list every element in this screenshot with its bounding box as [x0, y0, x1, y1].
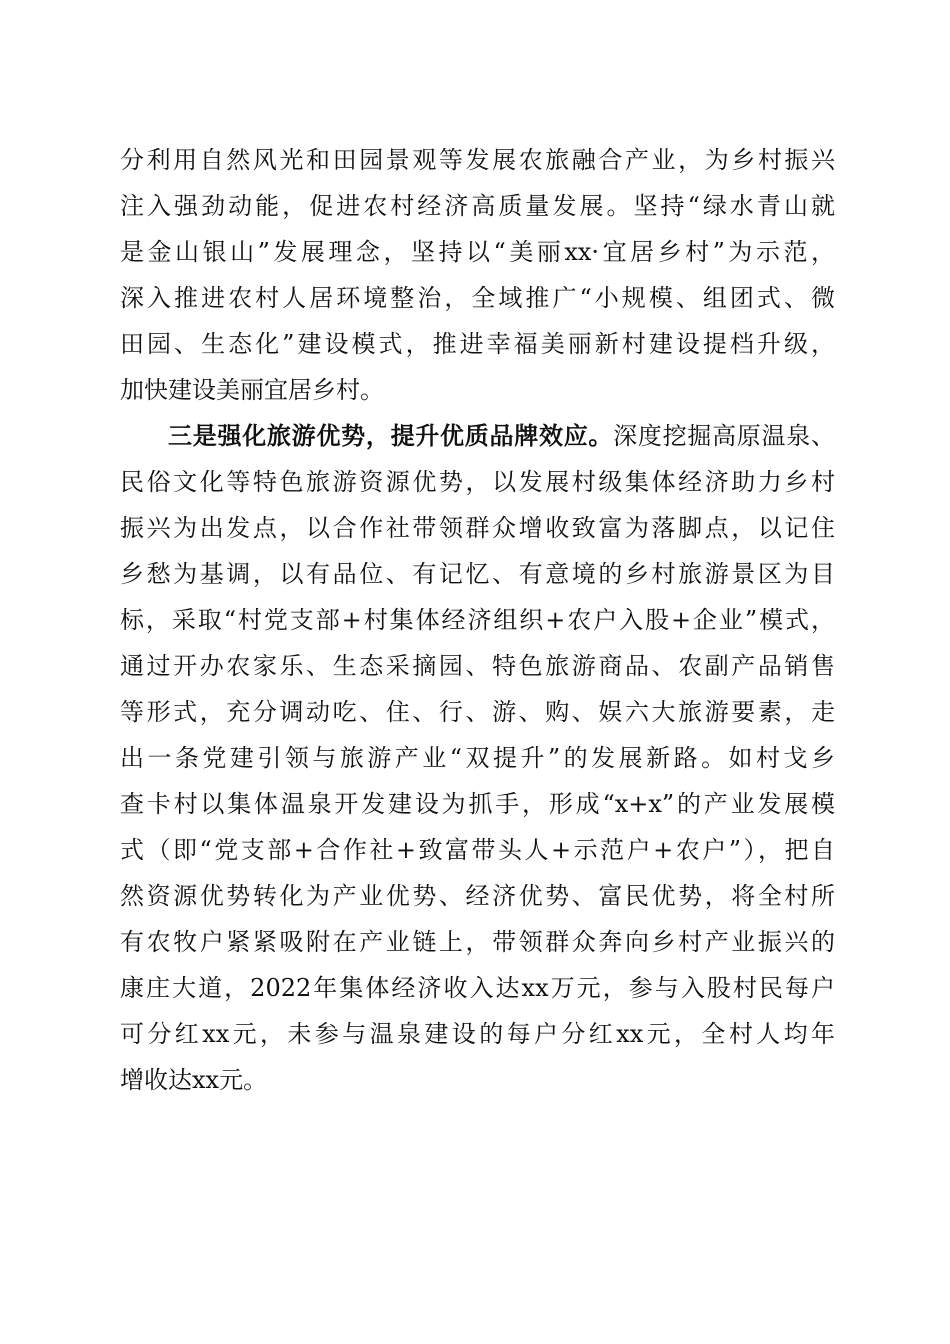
- paragraph2-line-3: 振兴为出发点，以合作社带领群众增收致富为落脚点，以记住: [120, 514, 835, 542]
- paragraph2-line-4: 乡愁为基调，以有品位、有记忆、有意境的乡村旅游景区为目: [120, 560, 835, 588]
- paragraph2-line-5: 标，采取“村党支部+村集体经济组织+农户入股+企业”模式，: [120, 606, 835, 634]
- paragraph2-line-9: 查卡村以集体温泉开发建设为抓手，形成“x+x”的产业发展模: [120, 790, 835, 818]
- paragraph2-line-11: 然资源优势转化为产业优势、经济优势、富民优势，将全村所: [120, 882, 835, 910]
- paragraph1-line-4: 深入推进农村人居环境整治，全域推广“小规模、组团式、微: [120, 284, 835, 312]
- paragraph2-line-10: 式（即“党支部+合作社+致富带头人+示范户+农户”），把自: [120, 836, 835, 864]
- paragraph2-line-2: 民俗文化等特色旅游资源优势，以发展村级集体经济助力乡村: [120, 468, 835, 496]
- paragraph1-line-5: 田园、生态化”建设模式，推进幸福美丽新村建设提档升级，: [120, 330, 835, 358]
- paragraph2-first-line: [168, 414, 835, 458]
- paragraph1-line-1: 分利用自然风光和田园景观等发展农旅融合产业，为乡村振兴: [120, 146, 835, 174]
- paragraph2-line-14: 可分红xx元，未参与温泉建设的每户分红xx元，全村人均年: [120, 1020, 835, 1048]
- paragraph1-line-6: 加快建设美丽宜居乡村。: [120, 376, 384, 404]
- paragraph2-line-6: 通过开办农家乐、生态采摘园、特色旅游商品、农副产品销售: [120, 652, 835, 680]
- paragraph2-line-8: 出一条党建引领与旅游产业“双提升”的发展新路。如村戈乡: [120, 744, 835, 772]
- paragraph1-line-3: 是金山银山”发展理念，坚持以“美丽xx·宜居乡村”为示范，: [120, 238, 835, 266]
- paragraph2-lead-heading: 三是强化旅游优势，提升优质品牌效应。: [168, 421, 614, 450]
- paragraph2-line-13: 康庄大道，2022年集体经济收入达xx万元，参与入股村民每户: [120, 974, 835, 1002]
- paragraph2-line-12: 有农牧户紧紧吸附在产业链上，带领群众奔向乡村产业振兴的: [120, 928, 835, 956]
- paragraph2-line-15: 增收达xx元。: [120, 1066, 268, 1094]
- paragraph2-first-line-rest: 深度挖掘高原温泉、: [613, 422, 836, 450]
- paragraph1-line-2: 注入强劲动能，促进农村经济高质量发展。坚持“绿水青山就: [120, 192, 835, 220]
- paragraph2-line-7: 等形式，充分调动吃、住、行、游、购、娱六大旅游要素，走: [120, 698, 835, 726]
